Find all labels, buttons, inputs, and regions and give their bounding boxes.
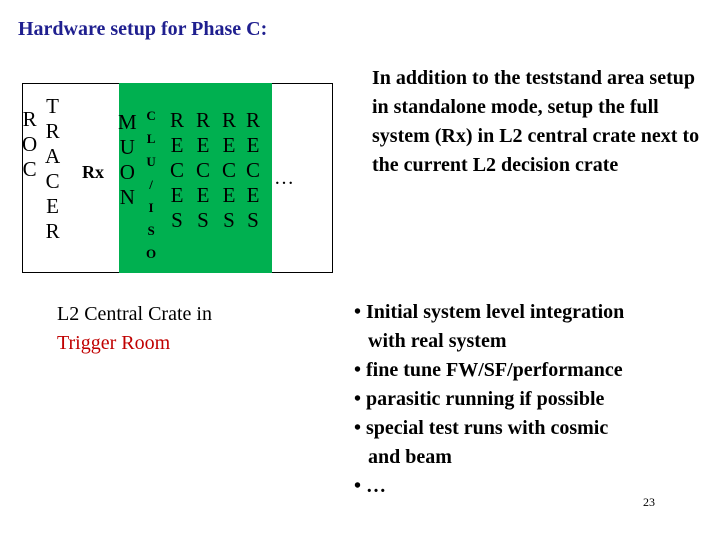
bullet-item: • Initial system level integration (354, 301, 625, 323)
roc-letter: O (22, 132, 38, 156)
slide-title: Hardware setup for Phase C: (18, 18, 268, 40)
reces-letter: C (222, 158, 237, 182)
roc-letter: R (22, 107, 37, 131)
tracer-letter: R (45, 219, 60, 243)
reces-letter: R (246, 108, 261, 132)
reces-column-4 (246, 108, 260, 233)
muon-letter: M (118, 110, 137, 134)
reces-letter: E (246, 183, 260, 207)
reces-letter: E (196, 133, 210, 157)
muon-column (118, 110, 137, 210)
reces-letter: E (246, 133, 260, 157)
clu-iso-letter: I (148, 200, 154, 215)
tracer-column (45, 94, 60, 244)
ellipsis: … (274, 167, 294, 189)
reces-letter: C (196, 158, 211, 182)
reces-column-3 (222, 108, 236, 233)
bullet-continuation: with real system (368, 330, 507, 352)
reces-letter: R (170, 108, 185, 132)
muon-letter: U (119, 135, 135, 159)
clu-iso-letter: / (149, 177, 153, 192)
clu-iso-letter: O (146, 246, 157, 261)
roc-letter: C (22, 157, 37, 181)
reces-letter: S (247, 208, 259, 232)
reces-letter: C (246, 158, 261, 182)
bullet-item: • fine tune FW/SF/performance (354, 359, 623, 381)
clu-iso-letter: U (146, 154, 156, 169)
bullet-item: • … (354, 475, 387, 497)
tracer-letter: C (45, 169, 60, 193)
reces-letter: C (170, 158, 185, 182)
bullet-continuation: and beam (368, 446, 452, 468)
page-number: 23 (643, 495, 655, 509)
tracer-letter: A (45, 144, 61, 168)
tracer-letter: T (46, 94, 59, 118)
tracer-letter: E (46, 194, 59, 218)
reces-letter: R (196, 108, 211, 132)
reces-letter: S (197, 208, 209, 232)
muon-letter: O (119, 160, 135, 184)
clu-iso-letter: C (146, 108, 156, 123)
reces-letter: E (170, 133, 184, 157)
reces-letter: S (171, 208, 183, 232)
bullet-list (354, 298, 714, 501)
reces-letter: E (170, 183, 184, 207)
caption-line-2: Trigger Room (57, 332, 171, 354)
muon-letter: N (119, 185, 135, 209)
rx-label: Rx (82, 162, 104, 182)
setup-note: In addition to the teststand area setup in standalone mode, setup the full system (Rx) in L2 central crate next to the current L2 decision crate (372, 67, 700, 176)
reces-letter: E (222, 183, 236, 207)
bullet-item: • special test runs with cosmic (354, 417, 609, 439)
reces-letter: E (196, 183, 210, 207)
crate-caption (57, 300, 212, 358)
reces-letter: E (222, 133, 236, 157)
bullet-item: • parasitic running if possible (354, 388, 605, 410)
tracer-letter: R (45, 119, 60, 143)
clu-iso-letter: S (147, 223, 155, 238)
reces-column-2 (196, 108, 210, 233)
reces-letter: S (223, 208, 235, 232)
clu-iso-column (146, 104, 156, 265)
caption-line-1: L2 Central Crate in (57, 303, 212, 325)
reces-letter: R (222, 108, 237, 132)
clu-iso-letter: L (146, 131, 156, 146)
roc-column (22, 107, 37, 182)
reces-column-1 (170, 108, 184, 233)
